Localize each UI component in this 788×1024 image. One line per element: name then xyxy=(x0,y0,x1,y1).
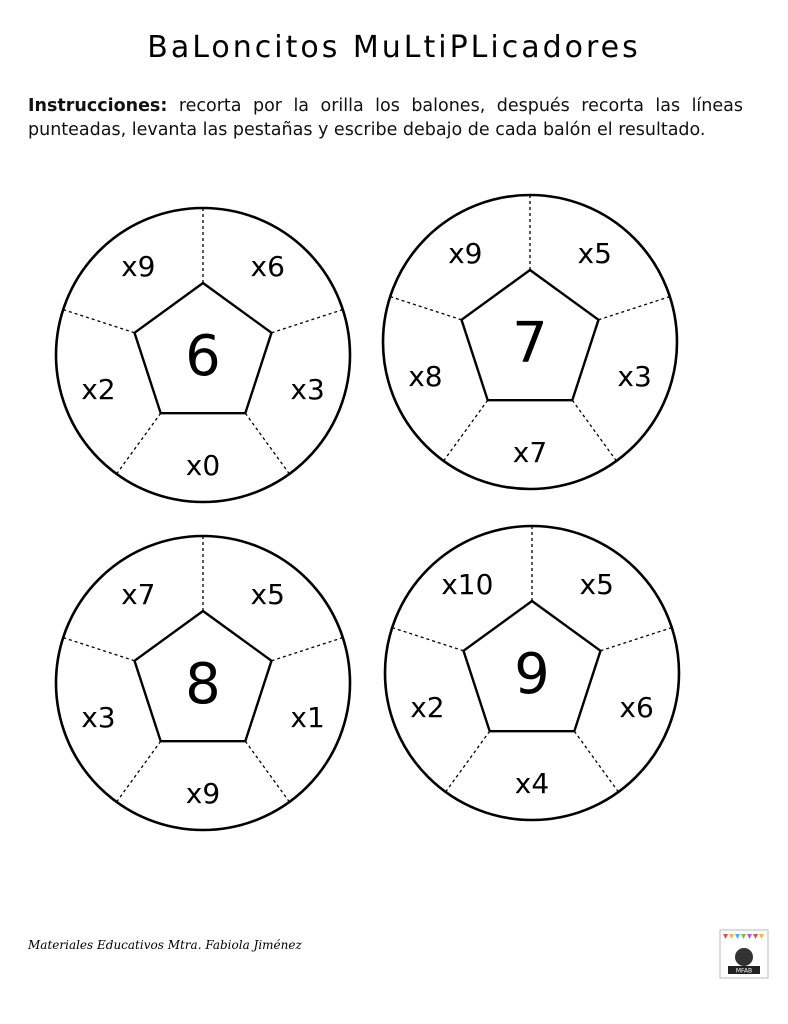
cut-line xyxy=(392,628,463,651)
factor-label: x3 xyxy=(290,373,325,406)
factor-label: x7 xyxy=(512,436,548,469)
factor-label: x3 xyxy=(81,701,116,734)
ball-3 xyxy=(56,536,350,830)
factor-label: x8 xyxy=(408,360,443,393)
cut-line xyxy=(272,638,343,661)
center-number: 7 xyxy=(512,311,548,376)
factor-label: x3 xyxy=(617,360,652,393)
logo-badge-icon xyxy=(719,929,769,979)
cut-line xyxy=(63,638,134,661)
cut-line xyxy=(245,741,289,802)
ball-1 xyxy=(56,208,350,502)
cut-line xyxy=(63,310,134,333)
factor-label: x0 xyxy=(185,449,221,482)
cut-line xyxy=(444,400,488,461)
factor-label: x5 xyxy=(579,568,614,601)
instructions-text: recorta por la orilla los balones, después recorta las líneas punteadas, levanta las pestañas y escribe debajo de cada balón el resultado. xyxy=(28,96,743,140)
factor-label: x9 xyxy=(185,777,221,810)
factor-label: x1 xyxy=(290,701,325,734)
cut-line xyxy=(390,297,461,320)
cut-line xyxy=(245,413,289,474)
logo-text: MFAB xyxy=(735,967,753,975)
instructions-label: Instrucciones: xyxy=(28,96,168,116)
cut-line xyxy=(117,741,161,802)
center-number: 8 xyxy=(185,652,221,717)
factor-label: x7 xyxy=(121,578,156,611)
cut-line xyxy=(117,413,161,474)
factor-label: x2 xyxy=(410,691,445,724)
center-number: 9 xyxy=(514,642,550,707)
ball-4 xyxy=(385,526,679,820)
page-title: BaLoncitos MuLtiPLicadores xyxy=(147,30,641,65)
cut-line xyxy=(599,297,670,320)
factor-label: x5 xyxy=(577,237,612,270)
cut-line xyxy=(446,731,490,792)
factor-label: x9 xyxy=(448,237,483,270)
factor-label: x6 xyxy=(619,691,654,724)
cut-line xyxy=(572,400,616,461)
footer-credit: Materiales Educativos Mtra. Fabiola Jiménez xyxy=(28,938,302,952)
factor-label: x2 xyxy=(81,373,116,406)
cut-line xyxy=(574,731,618,792)
ball-2 xyxy=(383,195,677,489)
factor-label: x9 xyxy=(121,250,156,283)
factor-label: x4 xyxy=(514,767,550,800)
factor-label: x10 xyxy=(441,568,494,601)
factor-label: x5 xyxy=(250,578,285,611)
factor-label: x6 xyxy=(250,250,285,283)
cut-line xyxy=(601,628,672,651)
cut-line xyxy=(272,310,343,333)
center-number: 6 xyxy=(185,324,221,389)
